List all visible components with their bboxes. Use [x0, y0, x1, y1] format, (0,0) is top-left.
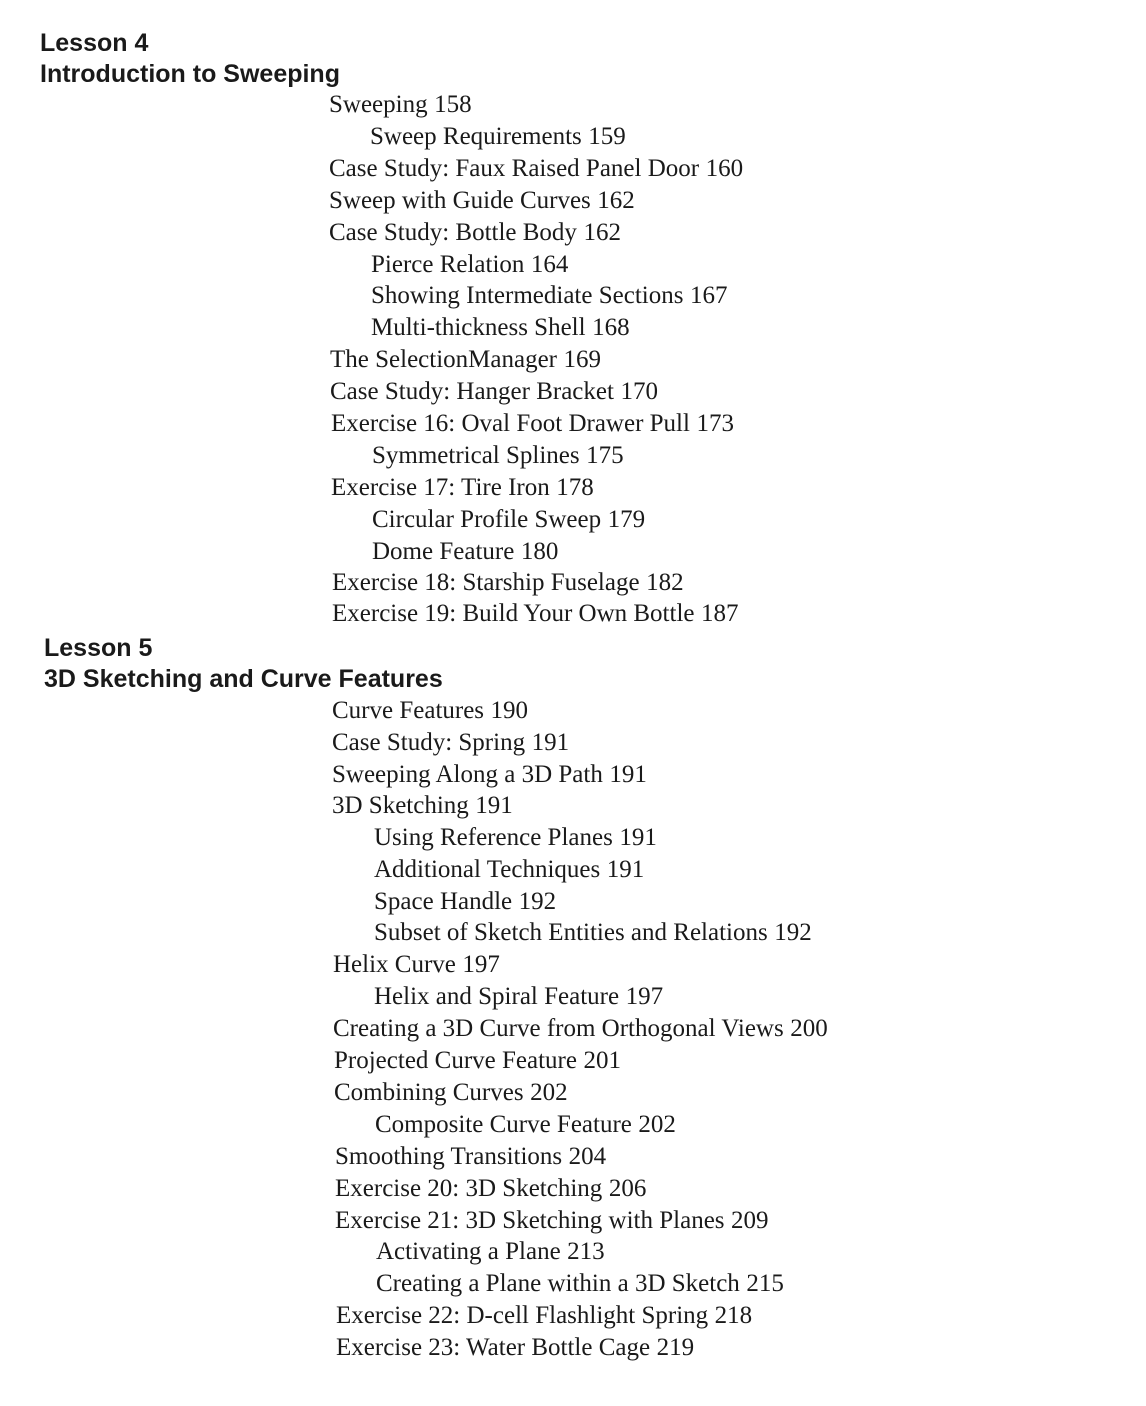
entry-title: Sweep with Guide Curves [329, 187, 591, 214]
entry-title: Exercise 20: 3D Sketching [335, 1175, 603, 1202]
entry-title: Smoothing Transitions [335, 1143, 563, 1170]
entry-title: Helix Curve [333, 951, 456, 978]
entry-title: Combining Curves [334, 1079, 524, 1106]
entry-page: 162 [583, 219, 621, 246]
entry-title: Creating a 3D Curve from Orthogonal Views [333, 1015, 784, 1042]
entry-title: Space Handle [374, 888, 513, 915]
entry-page: 202 [638, 1111, 676, 1138]
entry-title: Case Study: Bottle Body [329, 219, 577, 246]
entry-page: 218 [714, 1302, 753, 1329]
entry-title: The SelectionManager [330, 346, 557, 373]
entry-page: 192 [518, 888, 557, 915]
entry-page: 197 [625, 983, 664, 1010]
entry-title: Circular Profile Sweep [372, 506, 602, 533]
entry-page: 219 [656, 1334, 695, 1361]
entry-page: 175 [586, 442, 624, 469]
entry-title: Multi-thickness Shell [371, 314, 586, 341]
entry-title: Exercise 21: 3D Sketching with Planes [335, 1207, 725, 1234]
entry-page: 215 [746, 1270, 784, 1297]
lesson-5-label: Lesson 5 [44, 634, 153, 662]
entry-title: Using Reference Planes [374, 824, 613, 851]
entry-page: 158 [434, 91, 472, 118]
entry-page: 200 [790, 1015, 828, 1042]
lesson-4-label: Lesson 4 [40, 29, 149, 57]
entry-title: Activating a Plane [376, 1238, 561, 1265]
entry-page: 182 [646, 569, 684, 596]
entry-page: 160 [705, 155, 744, 182]
entry-title: Helix and Spiral Feature [374, 983, 620, 1010]
entry-title: Sweep Requirements [370, 123, 582, 150]
entry-page: 197 [462, 951, 500, 978]
entry-page: 169 [563, 346, 601, 373]
entry-title: Pierce Relation [371, 251, 525, 278]
lesson-5-title: 3D Sketching and Curve Features [44, 665, 443, 693]
entry-page: 190 [490, 697, 529, 724]
entry-title: 3D Sketching [332, 792, 469, 819]
entry-page: 191 [475, 792, 513, 819]
entry-title: Exercise 16: Oval Foot Drawer Pull [331, 410, 690, 437]
entry-page: 202 [530, 1079, 568, 1106]
entry-page: 178 [556, 474, 594, 501]
entry-title: Exercise 17: Tire Iron [331, 474, 550, 501]
entry-page: 187 [701, 600, 739, 627]
entry-page: 191 [531, 729, 570, 756]
entry-page: 213 [567, 1238, 605, 1265]
entry-page: 180 [520, 538, 559, 565]
entry-title: Exercise 19: Build Your Own Bottle [332, 600, 695, 627]
entry-title: Additional Techniques [374, 856, 601, 883]
entry-page: 201 [583, 1047, 621, 1074]
entry-title: Curve Features [332, 697, 485, 724]
entry-page: 162 [597, 187, 635, 214]
entry-title: Symmetrical Splines [372, 442, 580, 469]
entry-title: Projected Curve Feature [334, 1047, 577, 1074]
entry-title: Sweeping [329, 91, 428, 118]
entry-title: Sweeping Along a 3D Path [332, 761, 603, 788]
lesson-4-title: Introduction to Sweeping [40, 60, 340, 88]
entry-page: 204 [568, 1143, 607, 1170]
entry-title: Dome Feature [372, 538, 515, 565]
entry-page: 191 [609, 761, 647, 788]
entry-title: Subset of Sketch Entities and Relations [374, 919, 768, 946]
entry-page: 159 [588, 123, 626, 150]
entry-title: Exercise 22: D-cell Flashlight Spring [336, 1302, 709, 1329]
entry-page: 167 [689, 282, 728, 309]
entry-page: 209 [731, 1207, 769, 1234]
entry-page: 206 [608, 1175, 647, 1202]
entry-page: 164 [530, 251, 569, 278]
entry-page: 170 [620, 378, 658, 405]
entry-title: Showing Intermediate Sections [371, 282, 684, 309]
entry-page: 191 [619, 824, 657, 851]
entry-title: Exercise 23: Water Bottle Cage [336, 1334, 651, 1361]
entry-page: 192 [774, 919, 812, 946]
entry-page: 191 [606, 856, 645, 883]
entry-page: 179 [607, 506, 646, 533]
entry-title: Creating a Plane within a 3D Sketch [376, 1270, 740, 1297]
entry-title: Composite Curve Feature [375, 1111, 632, 1138]
entry-title: Case Study: Hanger Bracket [330, 378, 614, 405]
entry-title: Case Study: Faux Raised Panel Door [329, 155, 700, 182]
entry-page: 173 [696, 410, 734, 437]
entry-title: Exercise 18: Starship Fuselage [332, 569, 640, 596]
entry-page: 168 [592, 314, 630, 341]
entry-title: Case Study: Spring [332, 729, 526, 756]
